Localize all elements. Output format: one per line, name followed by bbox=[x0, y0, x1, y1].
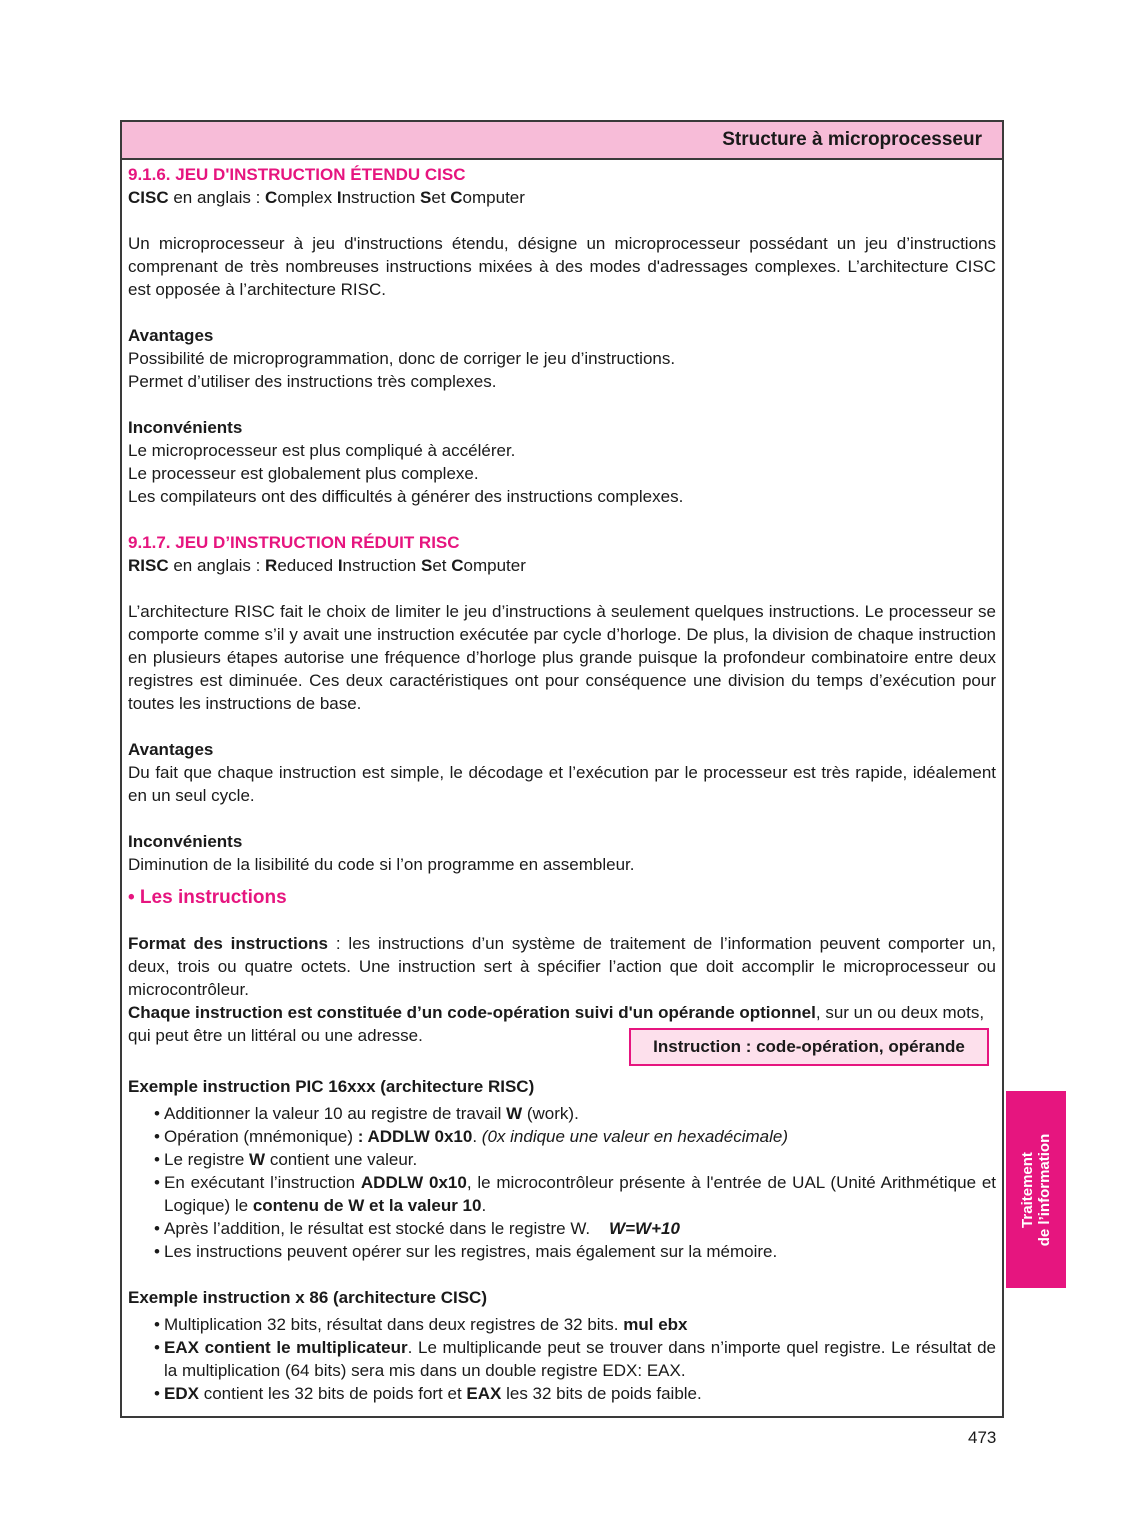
cisc-advantages-title: Avantages bbox=[128, 326, 214, 345]
instruction-format-callout: Instruction : code-opération, opérande bbox=[629, 1028, 989, 1066]
chapter-header bbox=[122, 122, 1002, 160]
pic-example-title: Exemple instruction PIC 16xxx (architecture RISC) bbox=[128, 1077, 535, 1096]
list-item: • Multiplication 32 bits, résultat dans deux registres de 32 bits. mul ebx bbox=[154, 1313, 996, 1336]
chapter-title: Structure à microprocesseur bbox=[722, 129, 982, 150]
cisc-drawback: Le processeur est globalement plus complexe. bbox=[128, 464, 479, 483]
risc-drawbacks-title: Inconvénients bbox=[128, 832, 243, 851]
cisc-drawback: Les compilateurs ont des difficultés à générer des instructions complexes. bbox=[128, 487, 684, 506]
cisc-advantage: Possibilité de microprogrammation, donc de corriger le jeu d’instructions. bbox=[128, 349, 676, 368]
risc-advantages-text: Du fait que chaque instruction est simple, le décodage et l’exécution par le processeur est très rapide, idéalement en un seul cycle. bbox=[128, 763, 996, 805]
chapter-side-tab[interactable] bbox=[1006, 1091, 1066, 1288]
page-content bbox=[122, 160, 1002, 1405]
side-tab-label: Traitement de l’information bbox=[1019, 1133, 1053, 1246]
section-heading-cisc: 9.1.6. JEU D'INSTRUCTION ÉTENDU CISC bbox=[128, 165, 466, 184]
instructions-composition: Chaque instruction est constituée d’un code-opération suivi d'un opérande optionnel, sur un ou deux mots, qui peut être un littéral ou une adresse. bbox=[128, 1003, 985, 1045]
page-frame bbox=[120, 120, 1004, 1418]
cisc-drawbacks-title: Inconvénients bbox=[128, 418, 243, 437]
list-item: • Les instructions peuvent opérer sur les registres, mais également sur la mémoire. bbox=[154, 1240, 996, 1263]
x86-example-title: Exemple instruction x 86 (architecture CISC) bbox=[128, 1288, 487, 1307]
cisc-advantage: Permet d’utiliser des instructions très complexes. bbox=[128, 372, 497, 391]
list-item: • Additionner la valeur 10 au registre de travail W (work). bbox=[154, 1102, 996, 1125]
list-item: • Le registre W contient une valeur. bbox=[154, 1148, 996, 1171]
x86-example-list bbox=[128, 1313, 996, 1405]
section-heading-instructions: • Les instructions bbox=[128, 887, 287, 908]
risc-intro: L’architecture RISC fait le choix de limiter le jeu d’instructions à seulement quelques instructions. Le processeur se comporte comme s’il y avait une instruction exécutée par cycle d’horloge. De plus, la division de chaque instruction en plusieurs étapes autorise une fréquence d’horloge plus grande puisque la profondeur combinatoire entre deux registres est diminuée. Ces deux caractéristiques ont pour conséquence une division du temps d’exécution pour toutes les instructions de base. bbox=[128, 602, 996, 713]
section-heading-risc: 9.1.7. JEU D’INSTRUCTION RÉDUIT RISC bbox=[128, 533, 460, 552]
cisc-intro: Un microprocesseur à jeu d'instructions étendu, désigne un microprocesseur possédant un jeu d’instructions comprenant de très nombreuses instructions mixées à des modes d'adressages complexes. L’architecture CISC est opposée à l’architecture RISC. bbox=[128, 234, 996, 299]
risc-drawbacks-text: Diminution de la lisibilité du code si l’on programme en assembleur. bbox=[128, 855, 635, 874]
risc-acronym: RISC en anglais : Reduced Instruction Set Computer bbox=[128, 556, 526, 575]
list-item: • EAX contient le multiplicateur. Le multiplicande peut se trouver dans n’importe quel registre. Le résultat de la multiplication (64 bits) sera mis dans un double registre EDX: EAX. bbox=[154, 1336, 996, 1382]
cisc-drawback: Le microprocesseur est plus compliqué à accélérer. bbox=[128, 441, 516, 460]
cisc-acronym: CISC en anglais : Complex Instruction Set Computer bbox=[128, 188, 525, 207]
list-item: • EDX contient les 32 bits de poids fort et EAX les 32 bits de poids faible. bbox=[154, 1382, 996, 1405]
pic-example-list bbox=[128, 1102, 996, 1263]
instructions-format: Format des instructions : les instructions d’un système de traitement de l’information peuvent comporter un, deux, trois ou quatre octets. Une instruction sert à spécifier l’action que doit accomplir le microprocesseur ou microcontrôleur. bbox=[128, 934, 997, 999]
list-item: • Opération (mnémonique) : ADDLW 0x10. (0x indique une valeur en hexadécimale) bbox=[154, 1125, 996, 1148]
list-item: • Après l’addition, le résultat est stocké dans le registre W. W=W+10 bbox=[154, 1217, 996, 1240]
page-number: 473 bbox=[968, 1428, 997, 1447]
list-item: • En exécutant l’instruction ADDLW 0x10, le microcontrôleur présente à l'entrée de UAL (Unité Arithmétique et Logique) le contenu de W et la valeur 10. bbox=[154, 1171, 996, 1217]
risc-advantages-title: Avantages bbox=[128, 740, 214, 759]
